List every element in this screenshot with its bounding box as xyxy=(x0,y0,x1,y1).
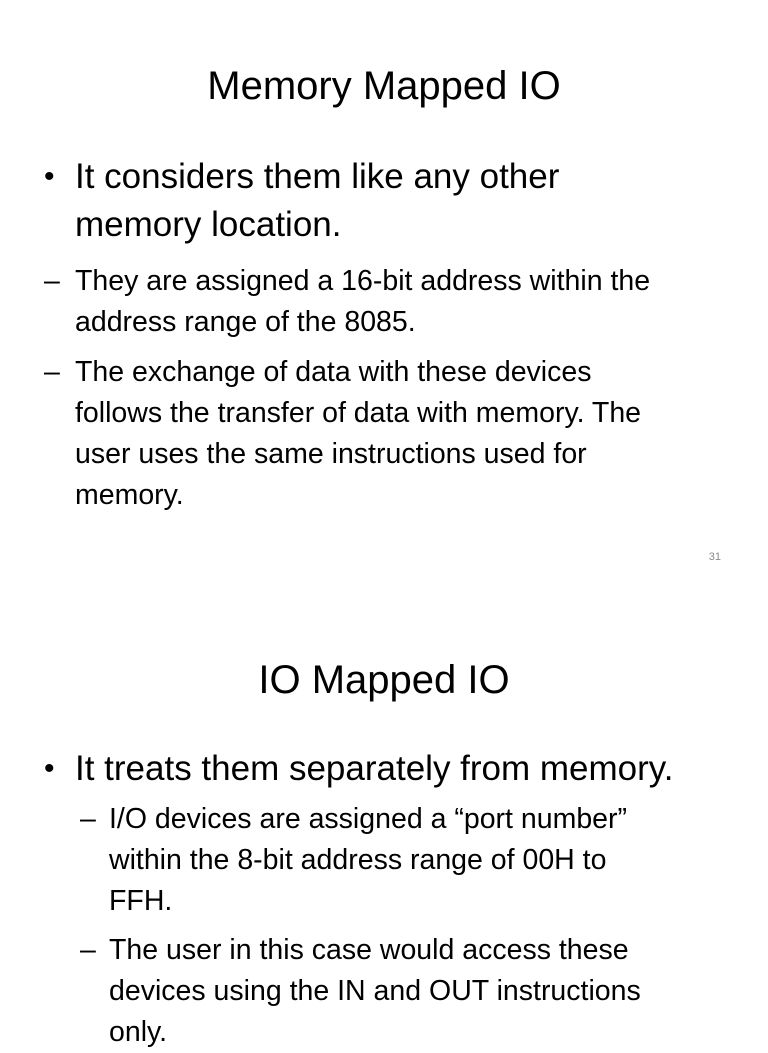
sub-point-line: only. xyxy=(109,1016,168,1048)
dash-icon: – xyxy=(44,356,60,388)
bullet-point xyxy=(44,153,745,249)
sub-point-line: address range of the 8085. xyxy=(75,306,416,338)
sub-point-line: within the 8-bit address range of 00H to xyxy=(109,844,607,876)
dash-icon: – xyxy=(80,803,96,835)
page-number: 31 xyxy=(708,551,721,563)
sub-point-line: FFH. xyxy=(109,885,173,917)
bullet-icon: • xyxy=(44,752,55,785)
sub-point xyxy=(80,799,759,922)
bullet-line: memory location. xyxy=(75,205,342,244)
sub-point-line: The exchange of data with these devices xyxy=(75,356,592,388)
sub-point-line: I/O devices are assigned a “port number” xyxy=(109,803,627,835)
slide-title: IO Mapped IO xyxy=(258,658,510,702)
dash-icon: – xyxy=(80,934,96,966)
sub-point-line: memory. xyxy=(75,479,184,511)
sub-point-line: They are assigned a 16-bit address within the xyxy=(75,265,651,297)
bullet-icon: • xyxy=(44,160,55,193)
sub-point-line: follows the transfer of data with memory. The xyxy=(75,397,642,429)
bullet-point xyxy=(44,745,745,793)
sub-point-line: devices using the IN and OUT instructions xyxy=(109,975,641,1007)
sub-point xyxy=(80,930,759,1053)
slide-title: Memory Mapped IO xyxy=(207,64,561,108)
bullet-line: It treats them separately from memory. xyxy=(75,749,674,788)
slide-io-mapped-io xyxy=(0,578,768,1048)
sub-point-line: The user in this case would access these xyxy=(109,934,629,966)
sub-point xyxy=(44,352,755,516)
bullet-line: It considers them like any other xyxy=(75,157,560,196)
sub-point xyxy=(44,261,755,343)
sub-point-line: user uses the same instructions used for xyxy=(75,438,587,470)
dash-icon: – xyxy=(44,265,60,297)
